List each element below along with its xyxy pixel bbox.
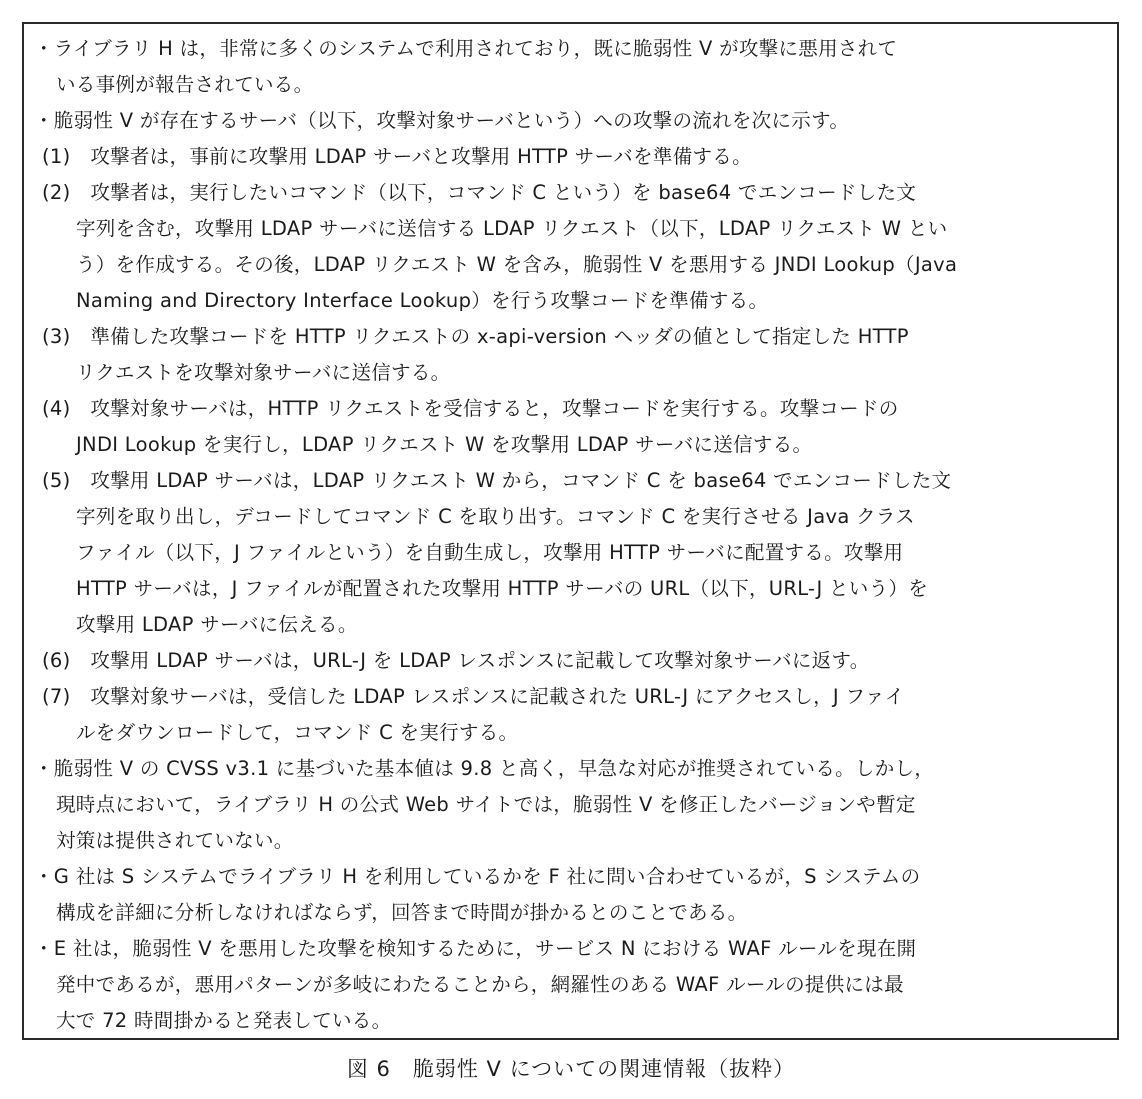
figure-caption: 図 6 脆弱性 V についての関連情報（抜粋） bbox=[346, 1057, 796, 1081]
step-text-line: (7) 攻撃対象サーバは，受信した LDAP レスポンスに記載された URL-J にアクセスし，J ファイ bbox=[42, 685, 905, 708]
bullet-text-line: 発中であるが，悪用パターンが多岐にわたることから，網羅性のある WAF ルールの提供には最 bbox=[56, 973, 904, 996]
step-text-line: HTTP サーバは，J ファイルが配置された攻撃用 HTTP サーバの URL（以下，URL-J という）を bbox=[76, 577, 929, 600]
step-text-line: リクエストを攻撃対象サーバに送信する。 bbox=[76, 361, 451, 384]
step-text-line: (2) 攻撃者は，実行したいコマンド（以下，コマンド C という）を base64 でエンコードした文 bbox=[42, 181, 917, 204]
bullet-text-line: 大で 72 時間掛かると発表している。 bbox=[56, 1009, 392, 1032]
step-text-line: (4) 攻撃対象サーバは，HTTP リクエストを受信すると，攻撃コードを実行する。攻撃コードの bbox=[42, 397, 899, 420]
bullet-text-line: 対策は提供されていない。 bbox=[56, 829, 294, 852]
step-text-line: 字列を取り出し，デコードしてコマンド C を取り出す。コマンド C を実行させる Java クラス bbox=[76, 505, 915, 528]
step-text-line: (6) 攻撃用 LDAP サーバは，URL-J を LDAP レスポンスに記載して攻撃対象サーバに返す。 bbox=[42, 649, 870, 672]
step-text-line: Naming and Directory Interface Lookup）を行う攻撃コードを準備する。 bbox=[76, 289, 769, 312]
bullet-text-line: 現時点において，ライブラリ H の公式 Web サイトでは，脆弱性 V を修正したバージョンや暫定 bbox=[56, 793, 916, 816]
step-text-line: (3) 準備した攻撃コードを HTTP リクエストの x-api-version ヘッダの値として指定した HTTP bbox=[42, 325, 909, 348]
bullet-text-line: ・脆弱性 V が存在するサーバ（以下，攻撃対象サーバという）への攻撃の流れを次に示す。 bbox=[34, 109, 850, 132]
bullet-text-line: ・ライブラリ H は，非常に多くのシステムで利用されており，既に脆弱性 V が攻撃に悪用されて bbox=[34, 37, 898, 60]
step-text-line: ファイル（以下，J ファイルという）を自動生成し，攻撃用 HTTP サーバに配置する。攻撃用 bbox=[76, 541, 904, 564]
step-text-line: (1) 攻撃者は，事前に攻撃用 LDAP サーバと攻撃用 HTTP サーバを準備する。 bbox=[42, 145, 752, 168]
step-text-line: JNDI Lookup を実行し，LDAP リクエスト W を攻撃用 LDAP サーバに送信する。 bbox=[76, 433, 813, 456]
step-text-line: ルをダウンロードして，コマンド C を実行する。 bbox=[76, 721, 519, 744]
bullet-text-line: ・G 社は S システムでライブラリ H を利用しているかを F 社に問い合わせているが，S システムの bbox=[34, 865, 921, 888]
step-text-line: う）を作成する。その後，LDAP リクエスト W を含み，脆弱性 V を悪用する JNDI Lookup（Java bbox=[76, 253, 958, 276]
bullet-text-line: いる事例が報告されている。 bbox=[56, 73, 314, 96]
bullet-text-line: 構成を詳細に分析しなければならず，回答まで時間が掛かるとのことである。 bbox=[56, 901, 748, 924]
figure-frame bbox=[22, 22, 1119, 1040]
bullet-text-line: ・脆弱性 V の CVSS v3.1 に基づいた基本値は 9.8 と高く，早急な対応が推奨されている。しかし， bbox=[34, 757, 935, 780]
bullet-text-line: ・E 社は，脆弱性 V を悪用した攻撃を検知するために，サービス N における WAF ルールを現在開 bbox=[34, 937, 917, 960]
step-text-line: (5) 攻撃用 LDAP サーバは，LDAP リクエスト W から，コマンド C を base64 でエンコードした文 bbox=[42, 469, 952, 492]
step-text-line: 攻撃用 LDAP サーバに伝える。 bbox=[76, 613, 358, 636]
step-text-line: 字列を含む，攻撃用 LDAP サーバに送信する LDAP リクエスト（以下，LDAP リクエスト W とい bbox=[76, 217, 948, 240]
